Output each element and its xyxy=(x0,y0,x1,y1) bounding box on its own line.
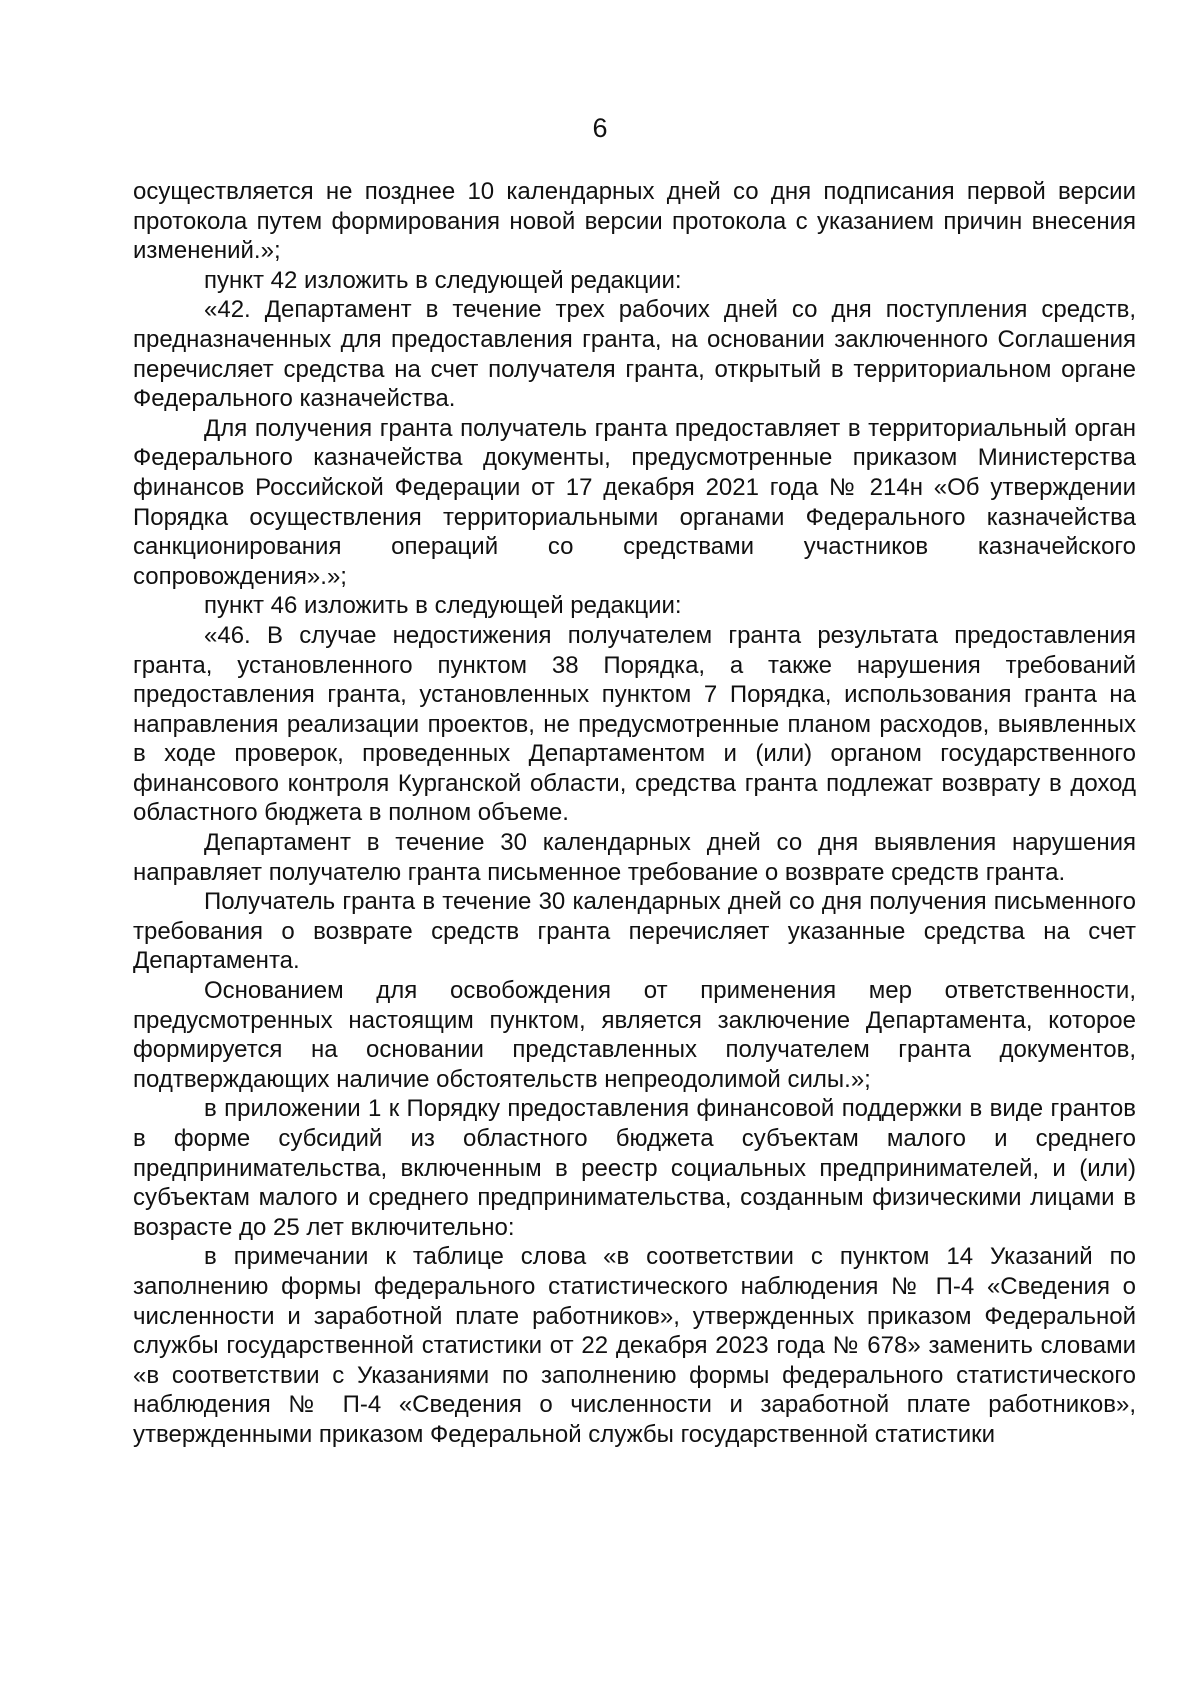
paragraph-refund: Получатель гранта в течение 30 календарных дней со дня получения письменного требования о возврате средств гранта перечисляет указанные средства на счет Департамента. xyxy=(133,888,1136,975)
paragraph-item-42-intro: пункт 42 изложить в следующей редакции: xyxy=(204,266,682,294)
document-body xyxy=(133,177,1136,1450)
paragraph-item-46-text: «46. В случае недостижения получателем гранта результата предоставления гранта, установленного пунктом 38 Порядка, а также нарушения требований предоставления гранта, установленных пунктом 7 Порядка, использования гранта на направления реализации проектов, не предусмотренные планом расходов, выявленных в ходе проверок, проведенных Департаментом и (или) органом государственного финансового контроля Курганской области, средства гранта подлежат возврату в доход областного бюджета в полном объеме. xyxy=(133,621,1136,827)
page-number: 6 xyxy=(592,113,608,143)
paragraph-continuation: осуществляется не позднее 10 календарных дней со дня подписания первой версии протокола путем формирования новой версии протокола с указанием причин внесения изменений.»; xyxy=(133,178,1136,265)
paragraph-table-note: в примечании к таблице слова «в соответствии с пунктом 14 Указаний по заполнению формы федерального статистического наблюдения № П-4 «Сведения о численности и заработной плате работников», утвержденных приказом Федеральной службы государственной статистики от 22 декабря 2023 года № 678» заменить словами «в соответствии с Указаниями по заполнению формы федерального статистического наблюдения № П-4 «Сведения о численности и заработной плате работников», утвержденными приказом Федеральной службы государственной статистики xyxy=(133,1243,1136,1448)
paragraph-item-46-intro: пункт 46 изложить в следующей редакции: xyxy=(204,592,682,620)
paragraph-item-42-documents: Для получения гранта получатель гранта предоставляет в территориальный орган Федерального казначейства документы, предусмотренные приказом Министерства финансов Российской Федерации от 17 декабря 2021 года № 214н «Об утверждении Порядка осуществления территориальными органами Федерального казначейства санкционирования операций со средствами участников казначейского сопровождения».»; xyxy=(133,414,1136,590)
paragraph-item-42-text: «42. Департамент в течение трех рабочих дней со дня поступления средств, предназначенных для предоставления гранта, на основании заключенного Соглашения перечисляет средства на счет получателя гранта, открытый в территориальном органе Федерального казначейства. xyxy=(133,296,1136,413)
paragraph-appendix: в приложении 1 к Порядку предоставления финансовой поддержки в виде грантов в форме субсидий из областного бюджета субъектам малого и среднего предпринимательства, включенным в реестр социальных предпринимателей, и (или) субъектам малого и среднего предпринимательства, созданным физическими лицами в возрасте до 25 лет включительно: xyxy=(133,1095,1136,1241)
paragraph-exemption: Основанием для освобождения от применения мер ответственности, предусмотренных настоящим пунктом, является заключение Департамента, которое формируется на основании представленных получателем гранта документов, подтверждающих наличие обстоятельств непреодолимой силы.»; xyxy=(133,977,1136,1093)
paragraph-requirement: Департамент в течение 30 календарных дней со дня выявления нарушения направляет получателю гранта письменное требование о возврате средств гранта. xyxy=(133,829,1136,886)
